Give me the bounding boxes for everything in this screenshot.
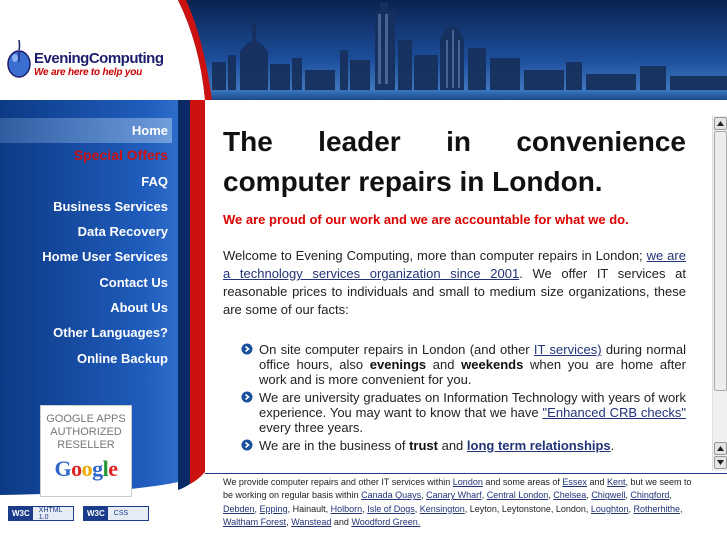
since-2001-link[interactable]: we are a technology services organization since 2001 (223, 248, 686, 281)
footer-text: , but we seem to be working on regular basis within (223, 477, 692, 501)
css-validator-badge[interactable] (83, 506, 149, 521)
area-text: Leyton, Leytonstone, London, (469, 503, 589, 514)
page-headline (223, 122, 686, 202)
page-header (0, 0, 727, 100)
nav-online-backup[interactable]: Online Backup (76, 350, 168, 366)
xhtml-label: XHTML 1.0 (33, 507, 73, 520)
brand-tagline: We are here to help you (34, 67, 143, 78)
nav-contact-us[interactable]: Contact Us (99, 274, 168, 290)
area-link[interactable]: London (452, 477, 483, 487)
fact-text: . (610, 438, 615, 453)
area-link[interactable]: Isle of Dogs (367, 503, 415, 514)
area-link[interactable]: Chingford (630, 490, 670, 501)
area-text: Hainault (292, 503, 326, 514)
scroll-up-icon (717, 121, 724, 126)
area-link[interactable]: Wanstead (291, 516, 332, 527)
list-item (239, 390, 686, 435)
it-services-link[interactable]: IT services) (533, 342, 602, 357)
scroll-down-icon (717, 460, 724, 465)
badge-line-1: GOOGLE APPS (46, 413, 126, 425)
arrow-bullet-icon (241, 391, 253, 403)
w3c-logo: W3C (9, 507, 33, 520)
nav-about-us[interactable]: About Us (110, 300, 168, 316)
nav-other-languages[interactable]: Other Languages? (53, 325, 168, 341)
list-item (239, 438, 686, 453)
intro-text: . We offer IT services at reasonable prices to individuals and small to medium size organizations, these are some of our facts: (223, 266, 686, 317)
area-link[interactable]: Central London (486, 490, 549, 501)
logo[interactable] (4, 30, 194, 80)
area-link[interactable]: Loughton (590, 503, 629, 514)
fact-text: every three years. (259, 420, 364, 435)
pride-statement: We are proud of our work and we are accountable for what we do. (223, 212, 629, 227)
area-link[interactable]: Holborn (330, 503, 363, 514)
area-link[interactable]: Chelsea (553, 490, 587, 501)
long-term-relationships-link[interactable]: long term relationships (466, 438, 611, 453)
footer-divider (205, 473, 727, 474)
w3c-logo: W3C (84, 507, 108, 520)
nav-data-recovery[interactable]: Data Recovery (77, 224, 168, 240)
headline-line-2: computer repairs in London. (223, 166, 603, 197)
area-link[interactable]: Rotherhithe (633, 503, 681, 514)
badge-line-3: RESELLER (57, 439, 115, 451)
nav-home-user-services[interactable]: Home User Services (42, 249, 168, 265)
arrow-bullet-icon (241, 439, 253, 451)
nav-business-services[interactable]: Business Services (53, 198, 168, 214)
arrow-bullet-icon (241, 343, 253, 355)
footer-text: We provide computer repairs and other IT services within (223, 477, 451, 487)
scroll-thumb[interactable] (714, 131, 727, 391)
area-link[interactable]: Kent (607, 477, 626, 487)
area-link[interactable]: Debden (223, 503, 255, 514)
sidebar (0, 100, 205, 545)
footer-text: and (589, 477, 605, 487)
css-label: CSS (108, 507, 148, 520)
intro-paragraph (223, 247, 686, 319)
area-link[interactable]: Waltham Forest (223, 516, 287, 527)
headline-word: in (446, 126, 471, 157)
fact-text: and (432, 357, 455, 372)
area-link[interactable]: Epping (259, 503, 288, 514)
xhtml-validator-badge[interactable] (8, 506, 74, 521)
scroll-up-icon (717, 446, 724, 451)
facts-list (223, 342, 686, 453)
brand-name: EveningComputing (34, 50, 164, 67)
fact-text: when you are home after work and is more convenient for you. (259, 357, 686, 387)
badge-line-2: AUTHORIZED (50, 426, 122, 438)
google-apps-reseller-badge[interactable] (40, 405, 132, 497)
area-link[interactable]: Canada Quays (361, 490, 422, 501)
scroll-down-button[interactable] (714, 456, 727, 469)
fact-text: On site computer repairs in London (and other (259, 342, 530, 357)
headline-word: convenience (516, 126, 686, 157)
scroll-up-button[interactable] (714, 117, 727, 130)
fact-text: during normal office hours, also (259, 342, 686, 372)
content-scrollbar[interactable] (712, 116, 727, 471)
area-link[interactable]: Woodford Green. (351, 516, 421, 527)
nav-home[interactable]: Home (0, 118, 172, 143)
mouse-icon (6, 40, 32, 78)
footer-text: and some areas of (485, 477, 560, 487)
main-content (205, 116, 712, 471)
fact-emphasis: trust (409, 438, 438, 453)
nav-faq[interactable]: FAQ (141, 173, 168, 189)
area-link[interactable]: Chigwell (591, 490, 626, 501)
service-areas-footer: We provide computer repairs and other IT services within London and some areas of Essex and Kent, but we seem to be working on regular basis within Canada Quays, Canary Wharf, Central London, Chelsea, Chigwell, Chingford, Debden, Epping, Hainault, Holborn, Isle of Dogs, Kensington, Leyton, Leytonstone, London, Loughton, Rotherhithe, Waltham Forest, Wanstead and Woodford Green. (223, 477, 692, 527)
fact-text: and (441, 438, 464, 453)
fact-emphasis: weekends (461, 357, 524, 372)
nav-special-offers[interactable]: Special Offers (73, 147, 168, 164)
scroll-step-up-button[interactable] (714, 442, 727, 455)
list-item (239, 342, 686, 387)
intro-text: Welcome to Evening Computing, more than computer repairs in London; (223, 248, 643, 263)
area-link[interactable]: Canary Wharf (426, 490, 482, 501)
area-link[interactable]: Essex (562, 477, 587, 487)
headline-word: The (223, 126, 273, 157)
crb-checks-link[interactable]: "Enhanced CRB checks" (542, 405, 686, 420)
google-logo: Google (54, 456, 118, 481)
headline-word: leader (318, 126, 401, 157)
fact-text: We are university graduates on Information Technology with years of work experience. You may want to know that we have (259, 390, 686, 420)
main-navigation (0, 118, 172, 371)
fact-text: We are in the business of (259, 438, 406, 453)
fact-emphasis: evenings (369, 357, 427, 372)
area-link[interactable]: Kensington (419, 503, 465, 514)
